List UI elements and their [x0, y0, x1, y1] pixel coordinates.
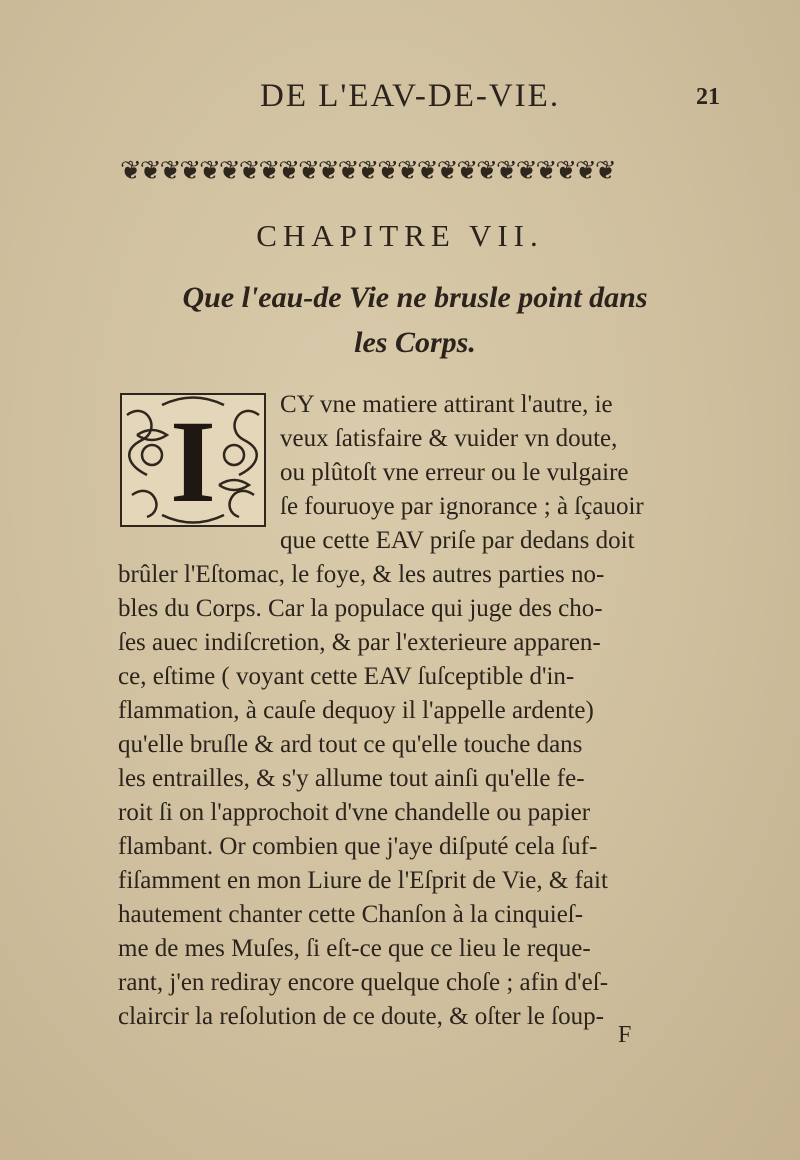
chapter-heading: CHAPITRE VII. [256, 218, 544, 253]
text-line: les entrailles, & s'y allume tout ainſi qu'elle fe- [118, 765, 585, 792]
text-line: veux ſatisfaire & vuider vn doute, [280, 425, 618, 452]
text-line: rant, j'en rediray encore quelque choſe ; afin d'eſ- [118, 969, 609, 996]
text-line: ſes auec indiſcretion, & par l'exterieure apparen- [118, 629, 601, 656]
text-line: brûler l'Eſtomac, le foye, & les autres parties no- [118, 561, 605, 588]
text-line: fiſamment en mon Liure de l'Eſprit de Vie, & fait [118, 867, 608, 894]
chapter-title-line-2: les Corps. [354, 326, 476, 359]
text-line: CY vne matiere attirant l'autre, ie [280, 391, 613, 418]
running-title: DE L'EAV-DE-VIE. [260, 78, 561, 114]
initial-letter: I [170, 396, 216, 527]
signature-mark: F [618, 1022, 632, 1048]
body-text [118, 388, 722, 1034]
ornamental-band: ❦❦❦❦❦❦❦❦❦❦❦❦❦❦❦❦❦❦❦❦❦❦❦❦❦ [120, 156, 615, 186]
chapter-title-line-1: Que l'eau-de Vie ne brusle point dans [182, 281, 648, 314]
text-line: ſe fouruoye par ignorance ; à ſçauoir [280, 493, 644, 520]
text-line: ce, eſtime ( voyant cette EAV ſuſceptible d'in- [118, 663, 575, 690]
text-line: hautement chanter cette Chanſon à la cinquieſ- [118, 901, 584, 928]
page-number: 21 [696, 84, 720, 110]
chapter-title [120, 275, 710, 365]
text-line: ou plûtoſt vne erreur ou le vulgaire [280, 459, 629, 486]
text-line: flammation, à cauſe dequoy il l'appelle ardente) [118, 697, 594, 724]
text-line: roit ſi on l'approchoit d'vne chandelle ou papier [118, 799, 591, 826]
text-line: que cette EAV priſe par dedans doit [280, 527, 635, 554]
text-line: bles du Corps. Car la populace qui juge des cho- [118, 595, 603, 622]
text-line: flambant. Or combien que j'aye diſputé cela ſuf- [118, 833, 598, 860]
text-line: claircir la reſolution de ce doute, & oſter le ſoup- [118, 1003, 604, 1030]
text-line: me de mes Muſes, ſi eſt-ce que ce lieu le reque- [118, 935, 591, 962]
text-line: qu'elle bruſle & ard tout ce qu'elle touche dans [118, 731, 583, 758]
running-head [120, 78, 720, 118]
